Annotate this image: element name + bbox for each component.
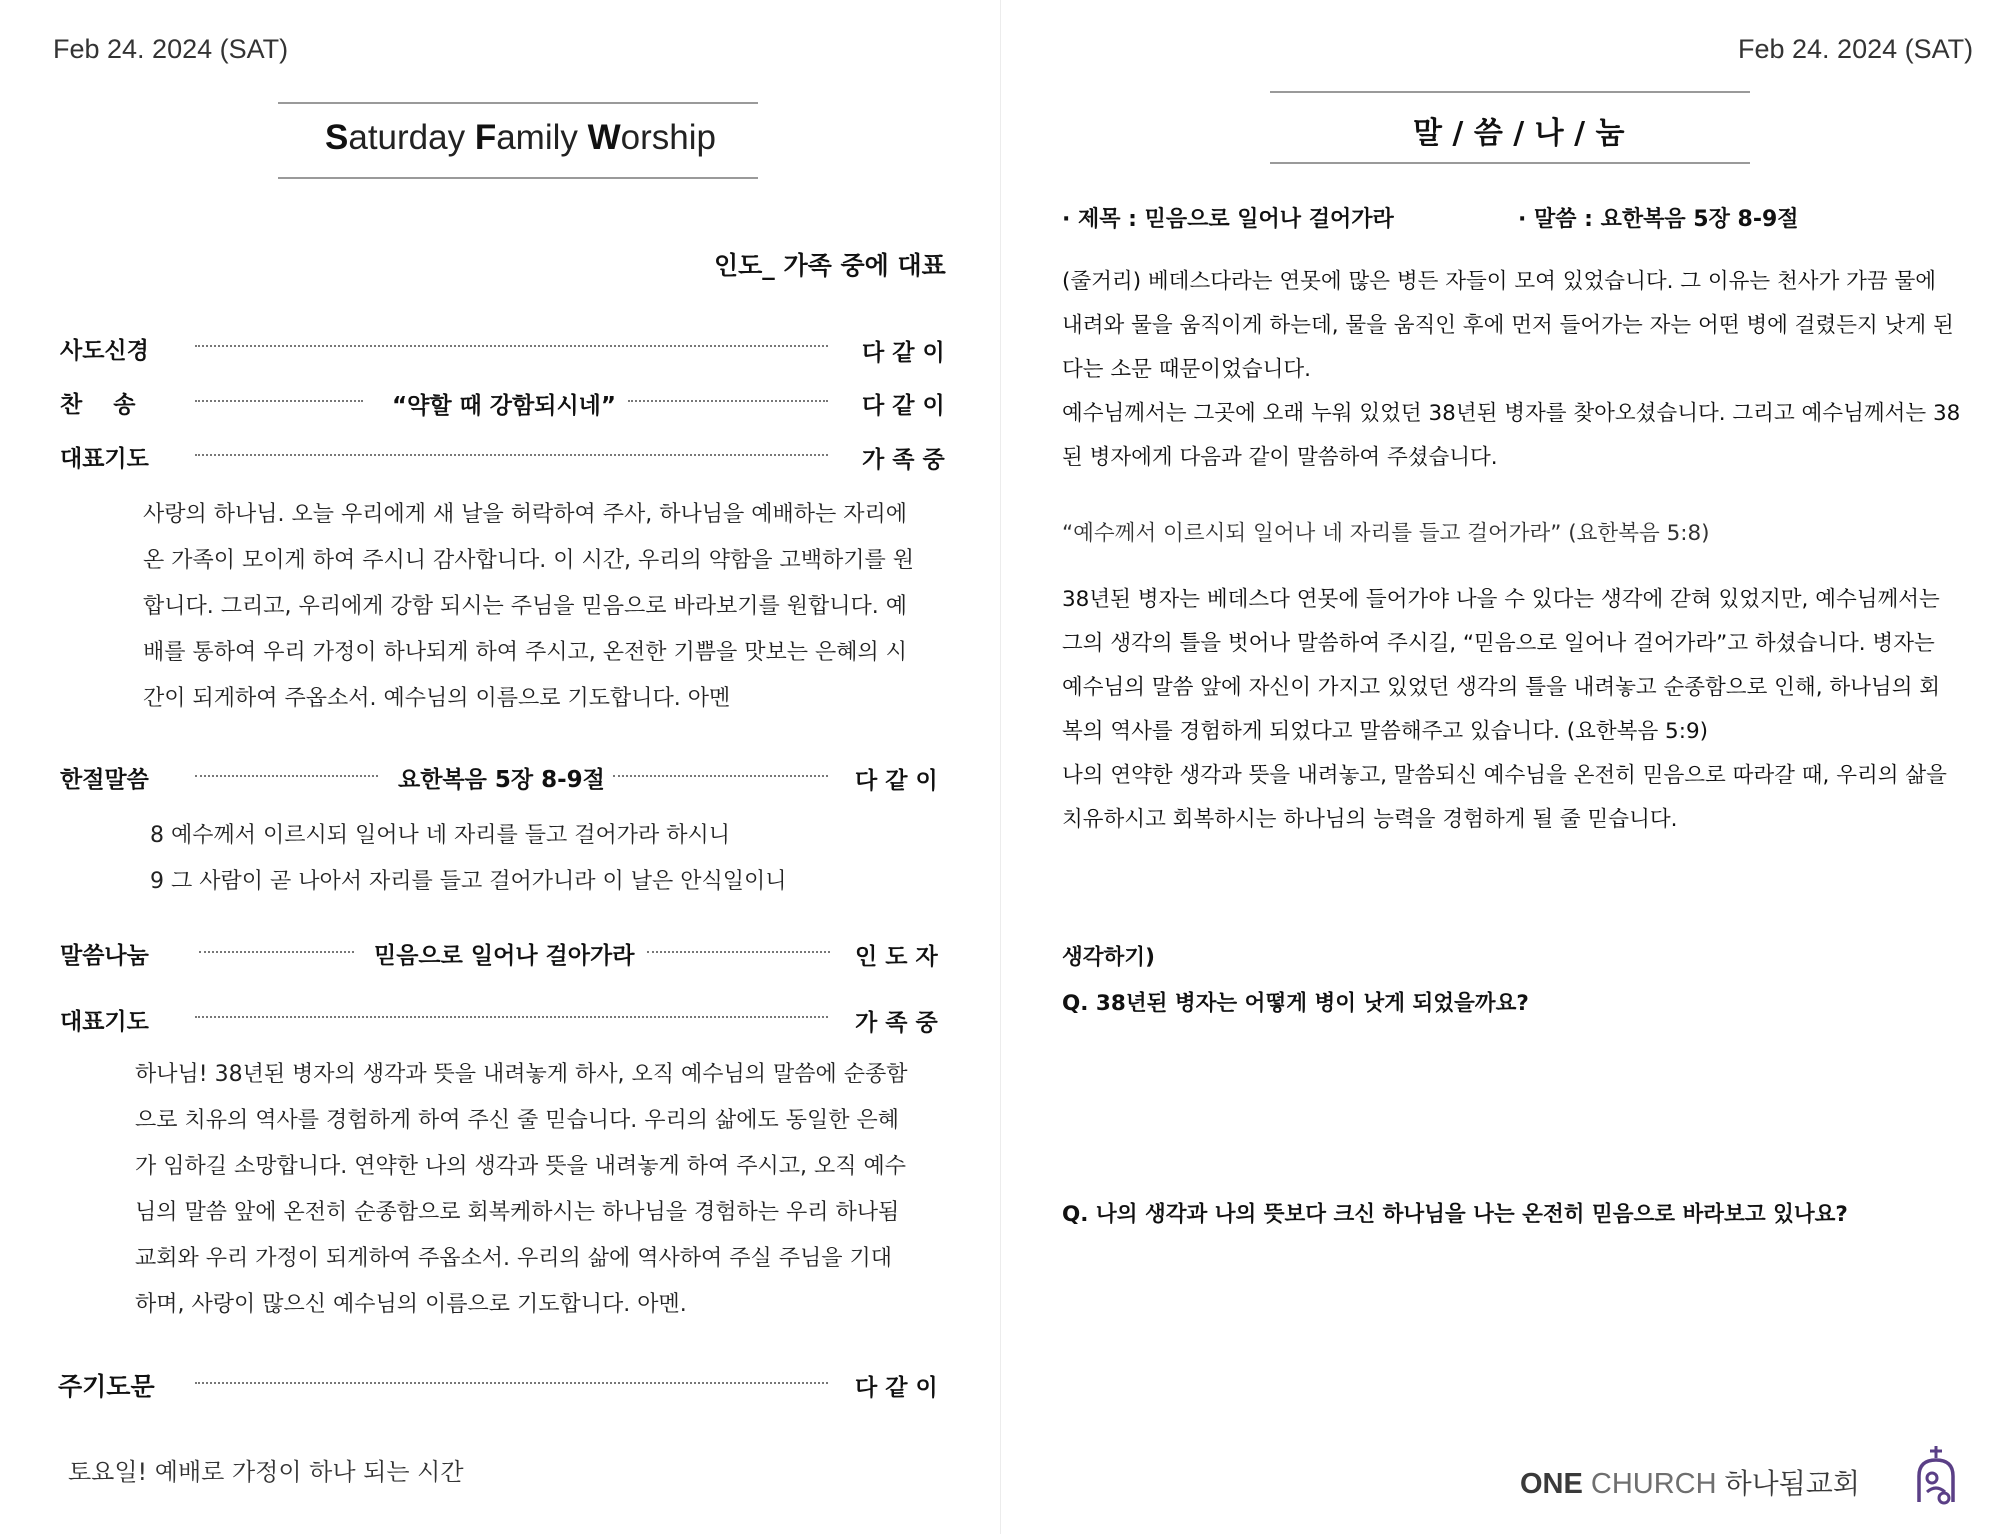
- title-rule-top: [1270, 91, 1750, 93]
- sermon-right: 인 도 자: [855, 944, 938, 970]
- verse-right: 다 같 이: [855, 768, 938, 794]
- sharing-title: 말 / 씀 / 나 / 눔: [1413, 116, 1625, 151]
- footer-slogan: 토요일! 예배로 가정이 하나 되는 시간: [68, 1458, 464, 1486]
- right-page: [1000, 0, 1998, 1534]
- sermon-body: 38년된 병자는 베데스다 연못에 들어가야 나을 수 있다는 생각에 갇혀 있었지만, 예수님께서는 그의 생각의 틀을 벗어나 말씀하여 주시길, “믿음으로 일어나 걸어가라”고 하셨습니다. 병자는 예수님의 말씀 앞에 자신이 가지고 있었던 생각의 틀을 내려놓고 순종함으로 인해, 하나님의 회 복의 역사를 경험하게 되었다고 말씀해주고 있습니다. (요한복음 5:9) 나의 연약한 생각과 뜻을 내려놓고, 말씀되신 예수님을 온전히 믿음으로 따라갈 때, 우리의 삶을 치유하시고 회복하시는 하나님의 능력을 경험하게 될 줄 믿습니다.: [1062, 587, 1947, 832]
- title-rule-bottom: [1270, 162, 1750, 164]
- left-date: Feb 24. 2024 (SAT): [53, 34, 289, 64]
- worship-title: Saturday Family Worship: [325, 118, 716, 157]
- leader-dots: [195, 400, 363, 402]
- lords-prayer-right: 다 같 이: [855, 1375, 938, 1401]
- question-2: Q. 나의 생각과 나의 뜻보다 크신 하나님을 나는 온전히 믿음으로 바라보고 있나요?: [1062, 1202, 1848, 1227]
- verse-label: 한절말씀: [60, 767, 149, 793]
- leader-dots: [195, 454, 828, 456]
- leader-dots: [195, 1382, 828, 1384]
- title-rule-bottom: [278, 177, 758, 179]
- right-date: Feb 24. 2024 (SAT): [1738, 34, 1974, 64]
- verse-reference: 요한복음 5장 8-9절: [398, 767, 605, 793]
- hymn-right: 다 같 이: [862, 393, 945, 419]
- lords-prayer-label: 주기도문: [58, 1372, 155, 1401]
- scripture-quote: “예수께서 이르시되 일어나 네 자리를 들고 걸어가라” (요한복음 5:8): [1062, 521, 1710, 546]
- leader-dots: [195, 775, 378, 777]
- leader-dots: [628, 400, 828, 402]
- prayer2-label: 대표기도: [60, 1009, 149, 1035]
- leader-dots: [195, 345, 828, 347]
- creed-right: 다 같 이: [862, 340, 945, 366]
- leader-dots: [647, 951, 830, 953]
- summary-text: (줄거리) 베데스다라는 연못에 많은 병든 자들이 모여 있었습니다. 그 이유는 천사가 가끔 물에 내려와 물을 움직이게 하는데, 물을 움직인 후에 먼저 들어가는 자는 어떤 병에 걸렸든지 낫게 된 다는 소문 때문이었습니다. 예수님께서는 그곳에 오래 누워 있었던 38년된 병자를 찾아오셨습니다. 그리고 예수님께서는 38 된 병자에게 다음과 같이 말씀하여 주셨습니다.: [1062, 269, 1961, 470]
- creed-label: 사도신경: [60, 338, 149, 364]
- prayer2-text: 하나님! 38년된 병자의 생각과 뜻을 내려놓게 하사, 오직 예수님의 말씀에 순종함 으로 치유의 역사를 경험하게 하여 주신 줄 믿습니다. 우리의 삶에도 동일한 은혜 가 임하길 소망합니다. 연약한 나의 생각과 뜻을 내려놓게 하여 주시고, 오직 예수 님의 말씀 앞에 온전히 순종함으로 회복케하시는 하나님을 경험하는 우리 하나됨 교회와 우리 가정이 되게하여 주옵소서. 우리의 삶에 역사하여 주실 주님을 기대 하며, 사랑이 많으신 예수님의 이름으로 기도합니다. 아멘.: [135, 1062, 908, 1317]
- question-1: Q. 38년된 병자는 어떻게 병이 낫게 되었을까요?: [1062, 991, 1529, 1016]
- leader-dots: [613, 775, 828, 777]
- verse-text: 8 예수께서 이르시되 일어나 네 자리를 들고 걸어가라 하시니 9 그 사람이 곧 나아서 자리를 들고 걸어가니라 이 날은 안식일이니: [150, 823, 787, 894]
- prayer1-right: 가 족 중: [862, 447, 945, 473]
- leader-dots: [199, 951, 354, 953]
- prayer1-label: 대표기도: [60, 446, 149, 472]
- hymn-label: 찬 송: [60, 392, 140, 418]
- leader-dots: [195, 1016, 828, 1018]
- leader-note: 인도_ 가족 중에 대표: [714, 251, 946, 280]
- sermon-scripture: · 말씀 : 요한복음 5장 8-9절: [1518, 207, 1799, 232]
- sermon-label: 말씀나눔: [60, 943, 149, 969]
- think-label: 생각하기): [1062, 945, 1155, 970]
- title-rule-top: [278, 102, 758, 104]
- prayer1-text: 사랑의 하나님. 오늘 우리에게 새 날을 허락하여 주사, 하나님을 예배하는 자리에 온 가족이 모이게 하여 주시니 감사합니다. 이 시간, 우리의 약함을 고백하기를 원 합니다. 그리고, 우리에게 강함 되시는 주님을 믿음으로 바라보기를 원합니다. 예 배를 통하여 우리 가정이 하나되게 하여 주시고, 온전한 기쁨을 맛보는 은혜의 시 간이 되게하여 주옵소서. 예수님의 이름으로 기도합니다. 아멘: [143, 502, 914, 711]
- church-logo-text: ONE CHURCH 하나됨교회: [1520, 1467, 1860, 1500]
- hymn-title: “약할 때 강함되시네”: [392, 393, 616, 419]
- church-logo-icon: [1910, 1444, 1962, 1506]
- sermon-subject: · 제목 : 믿음으로 일어나 걸어가라: [1062, 207, 1394, 232]
- prayer2-right: 가 족 중: [855, 1010, 938, 1036]
- sermon-title: 믿음으로 일어나 걸아가라: [374, 943, 635, 969]
